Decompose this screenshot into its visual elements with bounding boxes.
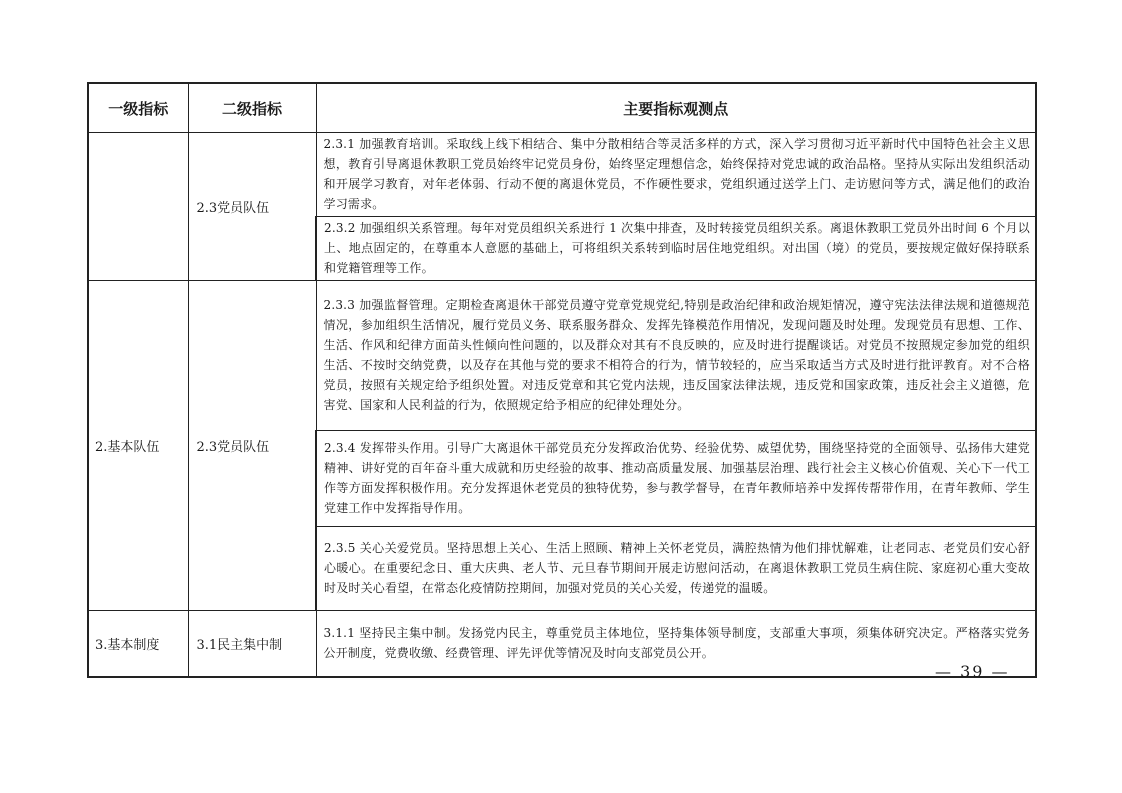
table-row	[88, 611, 1036, 678]
observation-point-cell	[316, 611, 1036, 678]
table-row	[88, 133, 1036, 217]
indicator-table	[87, 82, 1037, 678]
header-level1: 一级指标	[88, 83, 188, 133]
page-number: — 39 —	[935, 662, 1010, 681]
level2-cell: 2.3党员队伍	[188, 133, 316, 281]
observation-point-text: 2.3.1 加强教育培训。采取线上线下相结合、集中分散相结合等灵活多样的方式，深入学习贯彻习近平新时代中国特色社会主义思想，教育引导离退休教职工党员始终牢记党员身份，始终坚定理想信念，始终保持对党忠诚的政治品格。坚持从实际出发组织活动和开展学习教育，对年老体弱、行动不便的离退休党员，不作硬性要求，党组织通过送学上门、走访慰问等方式，满足他们的政治学习需求。	[323, 137, 1030, 211]
observation-point-text: 2.3.2 加强组织关系管理。每年对党员组织关系进行 1 次集中排查，及时转接党员组织关系。离退休教职工党员外出时间 6 个月以上、地点固定的，在尊重本人意愿的基础上，可将组织关系转到临时居住地党组织。对出国（境）的党员，要按规定做好保持联系和党籍管理等工作。	[324, 221, 1030, 275]
level2-cell: 3.1民主集中制	[188, 611, 316, 678]
observation-point-cell	[316, 133, 1036, 217]
level1-cell: 2.基本队伍	[88, 281, 188, 611]
header-level2: 二级指标	[188, 83, 316, 133]
observation-point-cell	[316, 431, 1036, 527]
observation-point-cell	[316, 527, 1036, 611]
level1-cell	[88, 133, 188, 281]
table-row	[88, 281, 1036, 431]
observation-point-text: 3.1.1 坚持民主集中制。发扬党内民主，尊重党员主体地位，坚持集体领导制度，支部重大事项，须集体研究决定。严格落实党务公开制度，党费收缴、经费管理、评先评优等情况及时向支部党员公开。	[323, 626, 1030, 660]
observation-point-cell	[316, 281, 1036, 431]
observation-point-text: 2.3.5 关心关爱党员。坚持思想上关心、生活上照顾、精神上关怀老党员，满腔热情为他们排忧解难，让老同志、老党员们安心舒心暖心。在重要纪念日、重大庆典、老人节、元旦春节期间开展走访慰问活动，在离退休教职工党员生病住院、家庭初心重大变故时及时关心看望，在常态化疫情防控期间，加强对党员的关心关爱，传递党的温暖。	[324, 541, 1030, 595]
observation-point-text: 2.3.3 加强监督管理。定期检查离退休干部党员遵守党章党规党纪,特别是政治纪律和政治规矩情况，遵守宪法法律法规和道德规范情况，参加组织生活情况，履行党员义务、联系服务群众、发挥先锋模范作用情况，发现问题及时处理。发现党员有思想、工作、生活、作风和纪律方面苗头性倾向性问题的，以及群众对其有不良反映的，应及时进行提醒谈话。对党员不按照规定参加党的组织生活、不按时交纳党费，以及存在其他与党的要求不相符合的行为，情节较轻的，应当采取适当方式及时进行批评教育。对不合格党员，按照有关规定给予组织处置。对违反党章和其它党内法规，违反国家法律法规，违反党和国家政策，违反社会主义道德，危害党、国家和人民利益的行为，依照规定给予相应的纪律处理处分。	[323, 298, 1030, 412]
level2-cell: 2.3党员队伍	[188, 281, 316, 611]
observation-point-text: 2.3.4 发挥带头作用。引导广大离退休干部党员充分发挥政治优势、经验优势、威望优势，围绕坚持党的全面领导、弘扬伟大建党精神、讲好党的百年奋斗重大成就和历史经验的故事、推动高质量发展、加强基层治理、践行社会主义核心价值观、关心下一代工作等方面发挥积极作用。充分发挥退休老党员的独特优势，参与教学督导，在青年教师培养中发挥传帮带作用，在青年教师、学生党建工作中发挥指导作用。	[324, 441, 1030, 515]
observation-point-cell	[316, 217, 1036, 281]
level1-cell: 3.基本制度	[88, 611, 188, 678]
header-observation-points: 主要指标观测点	[316, 83, 1036, 133]
table-header-row	[88, 83, 1036, 133]
